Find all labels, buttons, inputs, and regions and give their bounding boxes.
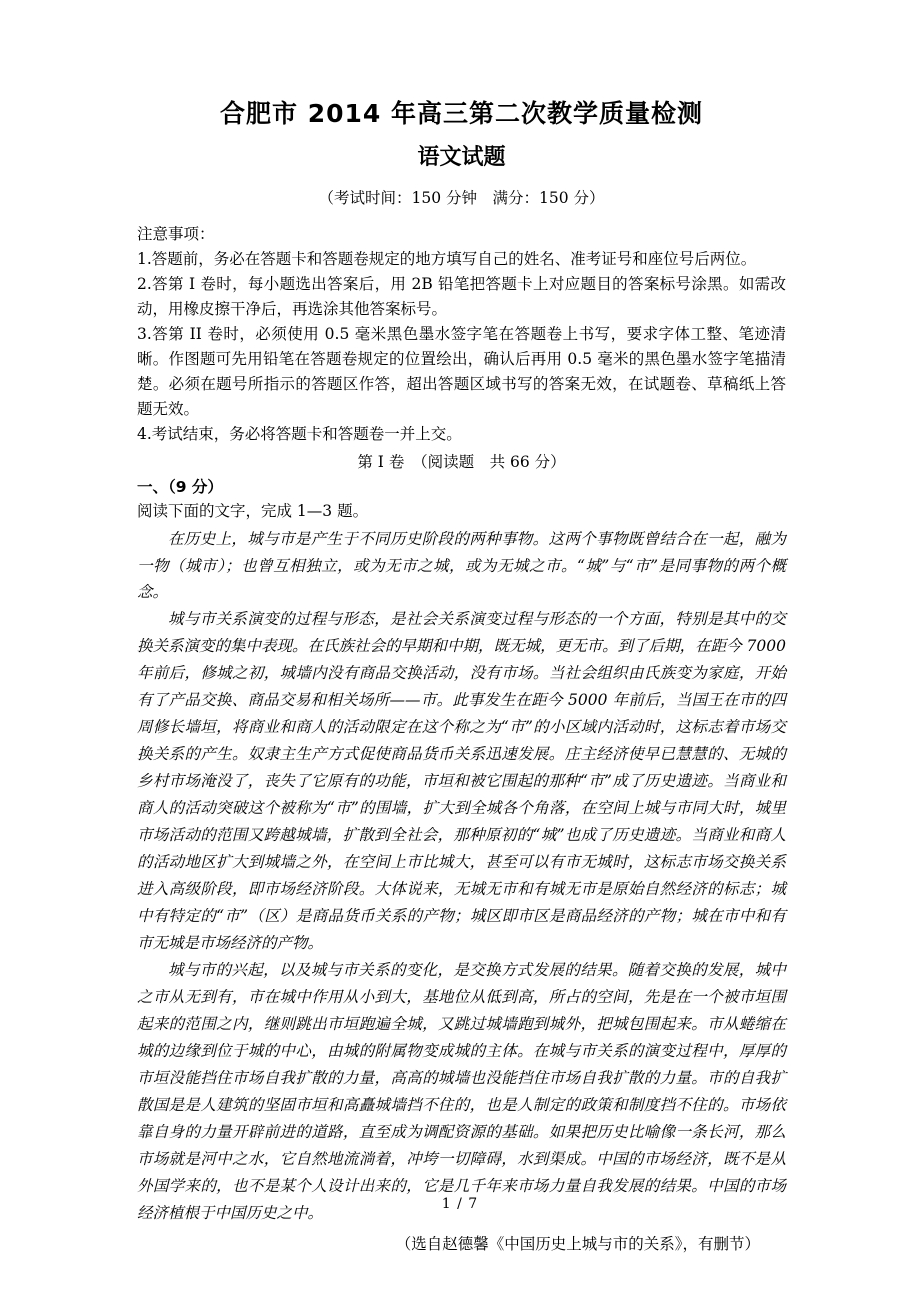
notice-heading: 注意事项： (137, 224, 215, 243)
section-heading-one: 一、（9 分） (137, 477, 223, 496)
paper-part-label: 第 I 卷 （阅读题 共 66 分） (357, 452, 566, 471)
reading-passage (137, 525, 786, 1227)
notice-item-1: 1.答题前，务必在答题卡和答题卷规定的地方填写自己的姓名、准考证号和座位号后两位。 (137, 249, 757, 268)
reading-instruction: 阅读下面的文字，完成 1—3 题。 (137, 502, 369, 521)
page-content (137, 0, 786, 1257)
passage-paragraph-1: 在历史上，城与市是产生于不同历史阶段的两种事物。这两个事物既曾结合在一起，融为一物（城市）；也曾互相独立，或为无市之城，或为无城之市。“城”与“市”是同事物的两个概念。 (137, 529, 786, 602)
notice-item-4: 4.考试结束，务必将答题卡和答题卷一并上交。 (137, 425, 462, 444)
page-number-footer: 1 / 7 (441, 1196, 479, 1212)
passage-paragraph-2: 城与市关系演变的过程与形态，是社会关系演变过程与形态的一个方面，特别是其中的交换关系演变的集中表现。在氏族社会的早期和中期，既无城，更无市。到了后期，在距今 7000 年前后，修城之初，城墙内没有商品交换活动，没有市场。当社会组织由氏族变为家庭，开始有了产品交换、商品交易和相关场所——市。此事发生在距今 5000 年前后，当国王在市的四周修长墙垣，将商业和商人的活动限定在这个称之为“市”的小区域内活动时，这标志着市场交换关系的产生。奴隶主生产方式促使商品货币关系迅速发展。庄主经济使早已慧慧的、无城的乡村市场淹没了，丧失了它原有的功能，市垣和被它围起的那种“市”成了历史遗迹。当商业和商人的活动突破这个被称为“市”的围墙，扩大到全城各个角落，在空间上城与市同大时，城里市场活动的范围又跨越城墙，扩散到全社会，那种原初的“城”也成了历史遗迹。当商业和商人的活动地区扩大到城墙之外，在空间上市比城大，甚至可以有市无城时，这标志市场交换关系进入高级阶段，即市场经济阶段。大体说来，无城无市和有城无市是原始自然经济的标志；城中有特定的“市”（区）是商品货币关系的产物；城区即市区是商品经济的产物；城在市中和有市无城是市场经济的产物。 (137, 610, 786, 953)
page-subtitle: 语文试题 (417, 144, 506, 171)
notice-block (137, 210, 786, 448)
passage-paragraph-3: 城与市的兴起，以及城与市关系的变化，是交换方式发展的结果。随着交换的发展，城中之市从无到有，市在城中作用从小到大，基地位从低到高，所占的空间，先是在一个被市垣围起来的范围之内，继则跳出市垣跑遍全城，又跳过城墙跑到城外，把城包围起来。市从蜷缩在城的边缘到位于城的中心，由城的附属物变成城的主体。在城与市关系的演变过程中，厚厚的市垣没能挡住市场自我扩散的力量，高高的城墙也没能挡住市场自我扩散的力量。市的自我扩散国是是人建筑的坚固市垣和高矗城墙挡不住的，也是人制定的政策和制度挡不住的。市场依靠自身的力量开辟前进的道路，直至成为调配资源的基础。如果把历史比喻像一条长河，那么市场就是河中之水，它自然地流淌着，冲垮一切障碍，水到渠成。中国的市场经济，既不是从外国学来的，也不是某个人设计出来的，它是几千年来市场力量自我发展的结果。中国的市场经济植根于中国历史之中。 (137, 961, 786, 1222)
notice-item-2: 2.答第 I 卷时，每小题选出答案后，用 2B 铅笔把答题卡上对应题目的答案标号涂黑。如需改动，用橡皮擦干净后，再选涂其他答案标号。 (137, 274, 786, 318)
exam-duration-and-score: （考试时间：150 分钟 满分：150 分） (318, 188, 605, 207)
notice-item-3: 3.答第 II 卷时，必须使用 0.5 毫米黑色墨水签字笔在答题卷上书写，要求字体工整、笔迹清晰。作图题可先用铅笔在答题卷规定的位置绘出，确认后再用 0.5 毫米的黑色墨水签字笔描清楚。必须在题号所指示的答题区作答，超出答题区域书写的答案无效，在试题卷、草稿纸上答题无效。 (137, 324, 786, 419)
passage-source-attribution: （选自赵德馨《中国历史上城与市的关系》，有删节） (395, 1234, 760, 1253)
page-title: 合肥市 2014 年高三第二次教学质量检测 (220, 99, 703, 128)
